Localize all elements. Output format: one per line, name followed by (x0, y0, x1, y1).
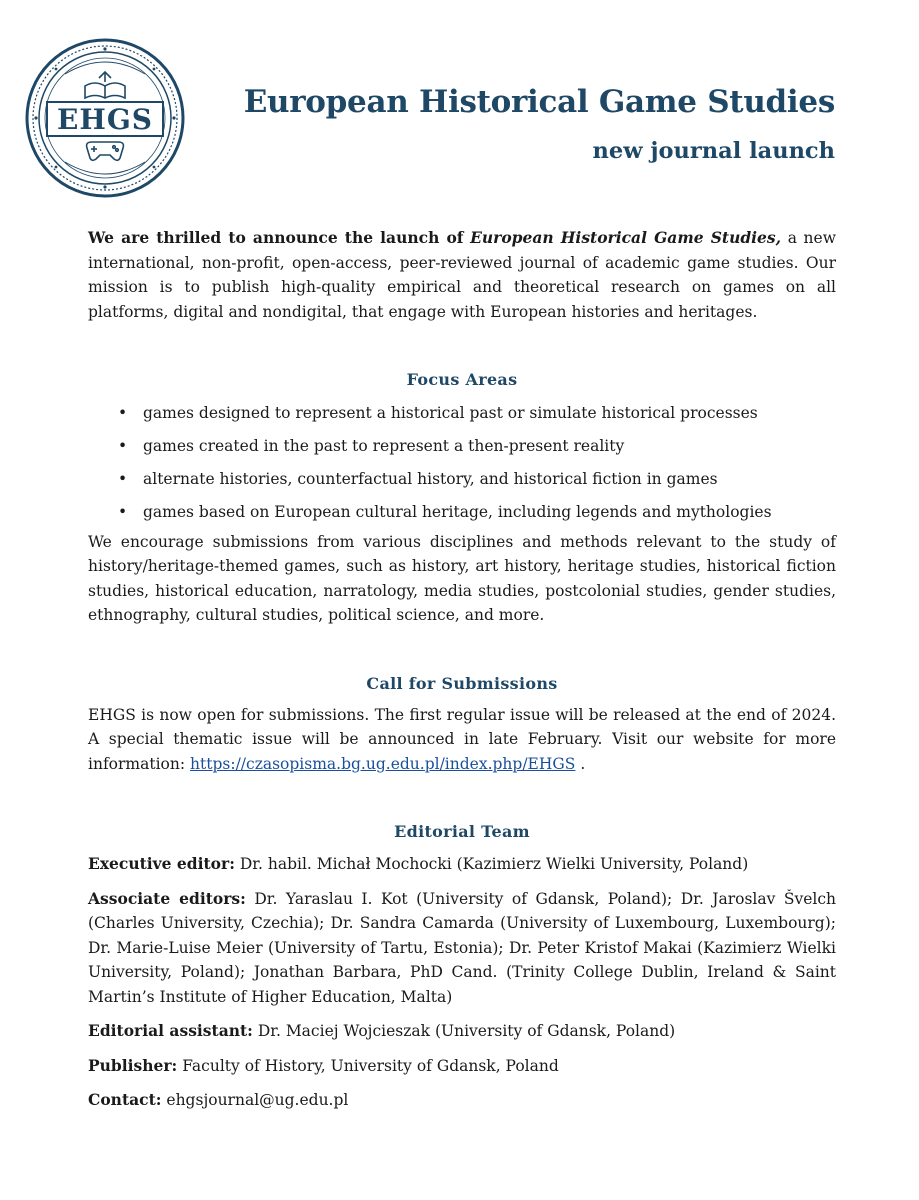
list-item: • games designed to represent a historical past or simulate historical processes (88, 401, 836, 426)
list-item: • games based on European cultural heritage, including legends and mythologies (88, 500, 836, 525)
editorial-team-heading: Editorial Team (394, 822, 530, 841)
ehgs-seal-icon (25, 38, 185, 198)
intro-paragraph (88, 226, 836, 324)
journal-name: European Historical Game Studies, (470, 228, 782, 247)
bullet-icon: • (118, 404, 128, 422)
executive-editor: Executive editor: Dr. habil. Michał Mochocki (Kazimierz Wielki University, Poland) (88, 854, 749, 873)
intro-lead: We are thrilled to announce the launch of (88, 228, 464, 247)
publisher: Publisher: Faculty of History, University of Gdansk, Poland (88, 1055, 559, 1075)
editorial-team (88, 852, 836, 1113)
bullet-icon: • (118, 470, 128, 488)
disciplines-paragraph: We encourage submissions from various disciplines and methods relevant to the study of history/heritage-themed games, such as history, art history, heritage studies, historical fiction studies, historical education, narratology, media studies, postcolonial studies, gender studies, ethnography, cultural studies, political science, and more. (88, 532, 836, 624)
website-link[interactable]: https://czasopisma.bg.ug.edu.pl/index.php/EHGS (190, 754, 576, 773)
editorial-assistant: Editorial assistant: Dr. Maciej Wojcieszak (University of Gdansk, Poland) (88, 1021, 676, 1040)
focus-areas-heading: Focus Areas (406, 370, 518, 389)
header (0, 0, 919, 210)
svg-text:EHGS: EHGS (57, 103, 153, 136)
intro-body: a new international, non-profit, open-access, peer-reviewed journal of academic game studies. Our mission is to publish high-quality empirical and theoretical research on games on all platforms, digital and nondigital, that engage with European histories and heritages. (88, 229, 836, 321)
page-subtitle: new journal launch (592, 138, 835, 164)
focus-areas-list (88, 401, 836, 525)
bullet-icon: • (118, 437, 128, 455)
contact-email[interactable]: ehgsjournal@ug.edu.pl (166, 1091, 349, 1109)
bullet-icon: • (118, 503, 128, 521)
call-heading: Call for Submissions (366, 673, 558, 693)
page-title: European Historical Game Studies (243, 84, 835, 120)
main-content (88, 226, 836, 1123)
associate-editors: Associate editors: Dr. Yaraslau I. Kot (University of Gdansk, Poland); Dr. Jaroslav Švelch (Charles University, Czechia); Dr. Sandra Camarda (University of Luxembourg, Luxembourg); Dr. Marie-Luise Meier (University of Tartu, Estonia); Dr. Peter Kristof Makai (Kazimierz Wielki University, Poland); Jonathan Barbara, PhD Cand. (Trinity College Dublin, Ireland & Saint Martin’s Institute of Higher Education, Malta) (88, 888, 836, 1006)
call-paragraph: EHGS is now open for submissions. The first regular issue will be released at the end of 2024. A special thematic issue will be announced in late February. Visit our website for more information: https://czasopisma.bg.ug.edu.pl/index.php/EHGS . (88, 705, 836, 773)
ehgs-logo (25, 38, 185, 198)
contact: Contact: ehgsjournal@ug.edu.pl (88, 1090, 349, 1109)
list-item: • alternate histories, counterfactual history, and historical fiction in games (88, 467, 836, 492)
list-item: • games created in the past to represent a then-present reality (88, 434, 836, 459)
